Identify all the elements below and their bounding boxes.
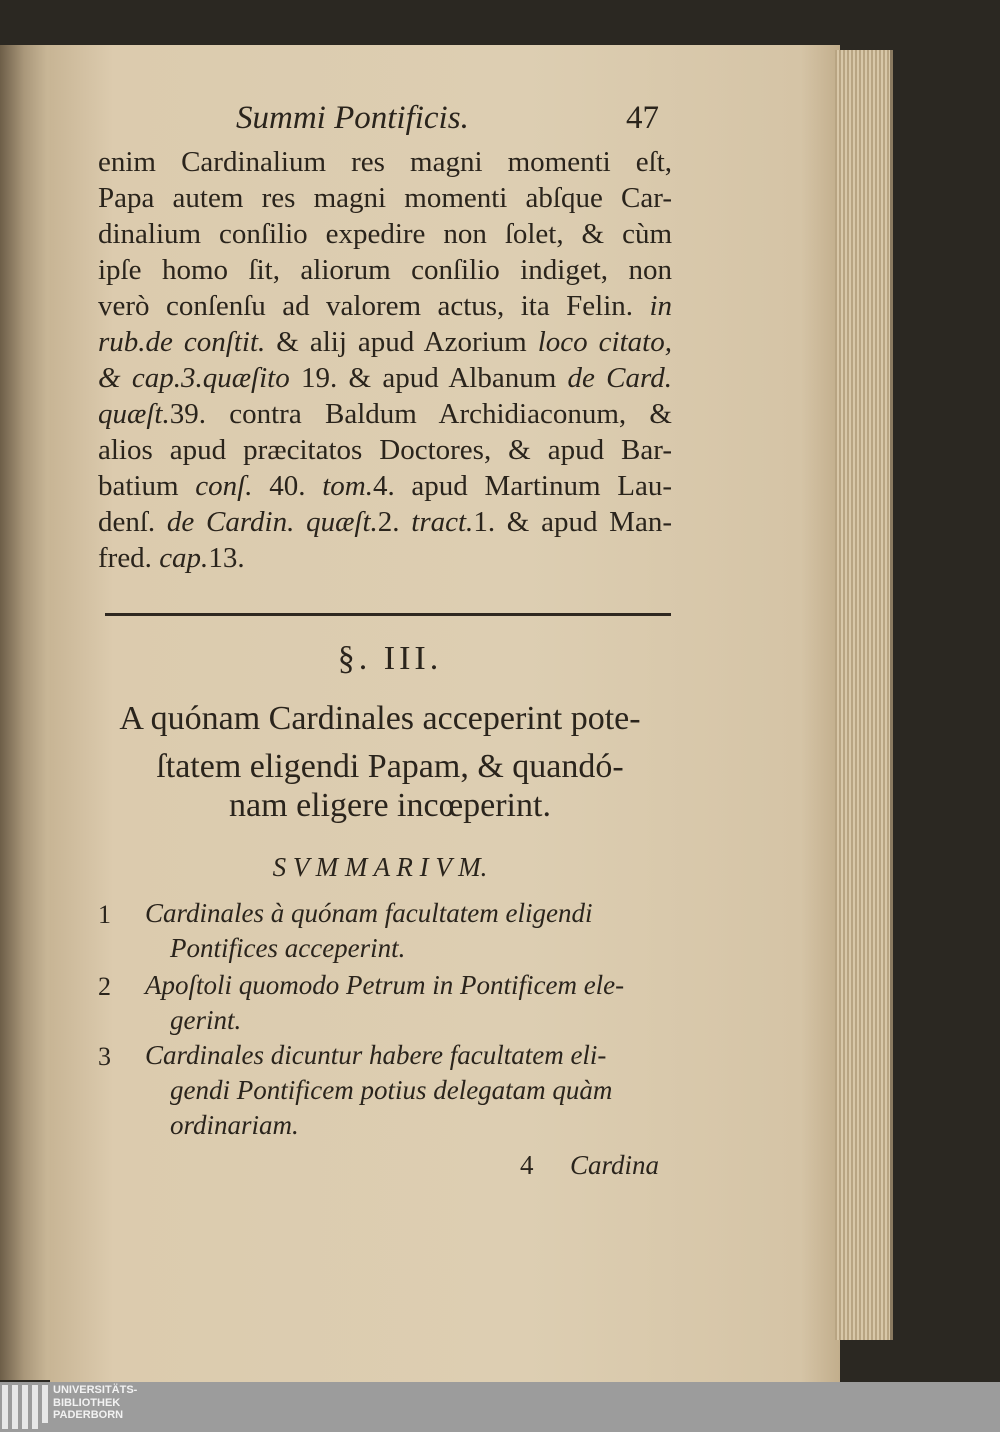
body-line [98, 217, 672, 251]
text-segment: enim Cardinalium res magni momenti eſt, [98, 146, 672, 178]
summary-label: S V M M A R I V M. [272, 852, 488, 882]
text-segment: verò conſenſu ad valorem actus, ita Felin. [98, 290, 650, 322]
italic-reference: tom. [322, 470, 373, 502]
section-divider [105, 613, 671, 616]
text-segment: 13. [208, 542, 245, 574]
text-segment: 40. [252, 470, 323, 502]
text-segment: ipſe homo ſit, aliorum conſilio indiget, non [98, 254, 672, 286]
italic-reference: rub.de conſtit. [98, 326, 266, 358]
text-segment: & alij apud Azorium [265, 326, 538, 358]
body-line [98, 469, 672, 503]
italic-reference: de Cardin. quæſt. [166, 506, 378, 538]
italic-reference: conſ. [195, 470, 253, 502]
text-segment: fred. [98, 542, 160, 574]
italic-reference: loco citato, [537, 326, 672, 358]
text-segment: dinalium conſilio expedire non ſolet, & cùm [98, 218, 672, 250]
italic-reference: in [649, 290, 672, 322]
body-line [98, 181, 672, 215]
text-segment: 1. & apud Man- [473, 506, 672, 538]
body-line [98, 145, 672, 179]
section-title-line: A quónam Cardinales acceperint pote- [119, 700, 641, 737]
section-number: §. III. [337, 640, 443, 677]
summary-item-number: 3 [98, 1042, 111, 1071]
running-title: Summi Pontificis. [236, 100, 469, 136]
text-segment: 19. & apud Albanum [289, 362, 568, 394]
section-title-line: ſtatem eligendi Papam, & quandó- [156, 748, 624, 785]
summary-item-line: ordinariam. [170, 1110, 299, 1140]
body-line [98, 433, 672, 467]
text-segment: 4. apud Martinum Lau- [372, 470, 672, 502]
summary-item-line: Pontifices acceperint. [170, 933, 406, 963]
summary-item-line: Cardinales à quónam facultatem eligendi [145, 898, 593, 928]
text-segment: Papa autem res magni momenti abſque Car- [98, 182, 672, 214]
italic-reference: tract. [411, 506, 474, 538]
summary-item-number: 2 [98, 972, 111, 1001]
body-line [98, 361, 672, 395]
italic-reference: cap. [159, 542, 209, 574]
summary-item-line: Apoſtoli quomodo Petrum in Pontificem ele- [145, 970, 625, 1000]
text-segment: 2. [377, 506, 412, 538]
body-line [98, 397, 672, 431]
summary-item-line: gendi Pontificem potius delegatam quàm [170, 1075, 613, 1105]
library-logo-text: UNIVERSITÄTS- BIBLIOTHEK PADERBORN [53, 1384, 138, 1421]
catchword: Cardina [570, 1150, 660, 1180]
text-segment: batium [98, 470, 196, 502]
body-line [98, 253, 672, 287]
page-block-edges [835, 50, 893, 1340]
catchword-number: 4 [520, 1150, 534, 1180]
section-title-line: nam eligere incœperint. [229, 787, 551, 824]
text-segment: 39. contra Baldum Archidiaconum, & [169, 398, 672, 430]
italic-reference: quæſt. [98, 398, 170, 430]
body-line [98, 541, 672, 575]
summary-item-line: gerint. [170, 1005, 242, 1035]
page-number: 47 [626, 100, 659, 136]
summary-item-line: Cardinales dicuntur habere facultatem eli- [145, 1040, 607, 1070]
italic-reference: & cap.3.quæſito [98, 362, 290, 394]
library-footer [0, 1382, 1000, 1432]
summary-item-number: 1 [98, 900, 111, 929]
body-line [98, 325, 672, 359]
text-segment: alios apud præcitatos Doctores, & apud Bar- [98, 434, 672, 466]
text-segment: denſ. [98, 506, 167, 538]
body-line [98, 289, 672, 323]
italic-reference: de Card. [567, 362, 672, 394]
body-line [98, 505, 672, 539]
